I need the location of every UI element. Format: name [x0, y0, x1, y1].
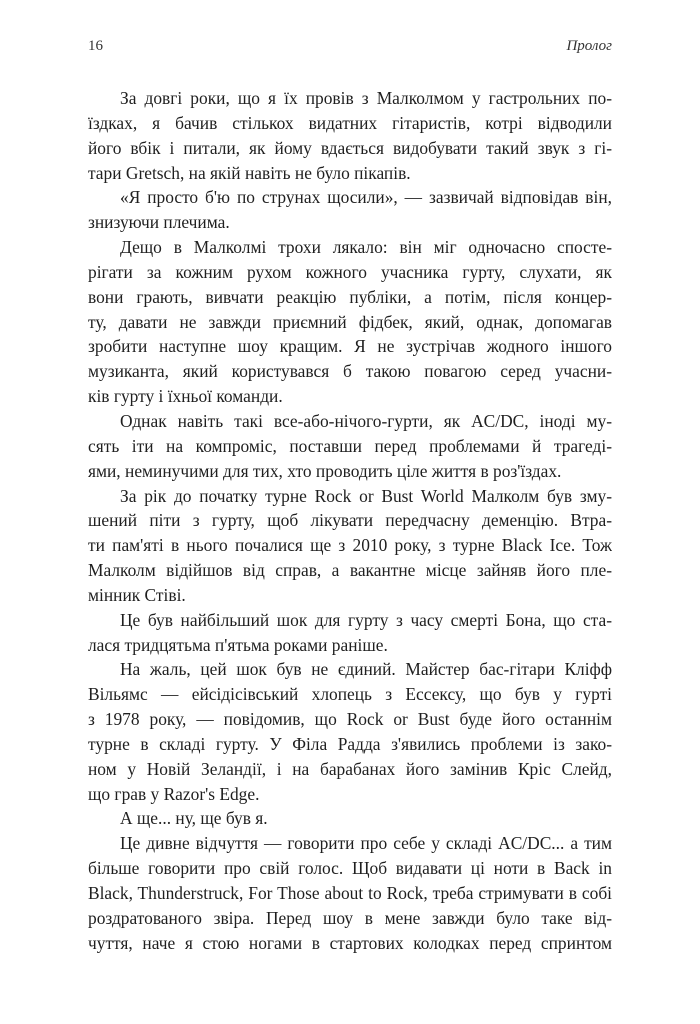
text-line: Вільямс — ейсідісівський хлопець з Ессексу, що був у гурті	[88, 684, 612, 705]
text-line: мінник Стіві.	[88, 584, 186, 605]
text-line: його вбік і питали, як йому вдається видобувати такий звук з гі-	[88, 137, 612, 158]
text-line: ти пам'яті в нього почалися ще з 2010 року, з турне Black Ice. Тож	[88, 535, 612, 556]
text-line: «Я просто б'ю по струнах щосили», — зазвичай відповідав він,	[120, 187, 612, 208]
text-line: чуття, наче я стою ногами в стартових колодках перед спринтом	[88, 932, 612, 953]
text-line: тари Gretsch, на якій навіть не було пікапів.	[88, 162, 411, 183]
text-line: За рік до початку турне Rock or Bust World Малколм був зму-	[120, 485, 612, 506]
text-line: ями, неминучими для тих, хто проводить ціле життя в роз'їздах.	[88, 460, 562, 481]
text-line: Це був найбільший шок для гурту з часу смерті Бона, що ста-	[120, 609, 612, 630]
text-line: зробити наступне шоу кращим. Я не зустрічав жодного іншого	[88, 336, 612, 357]
text-line: вони грають, вивчати реакцію публіки, а потім, після концер-	[88, 286, 612, 307]
text-line: А ще... ну, ще був я.	[120, 808, 268, 829]
text-line: Однак навіть такі все-або-нічого-гурти, як AC/DC, іноді му-	[120, 410, 612, 431]
text-line: Дещо в Малколмі трохи лякало: він міг одночасно спосте-	[120, 237, 612, 258]
text-line: ків гурту і їхньої команди.	[88, 386, 283, 407]
text-line: музиканта, який користувався б такою повагою серед учасни-	[88, 361, 612, 382]
section-title: Пролог	[566, 38, 612, 54]
text-line: За довгі роки, що я їх провів з Малколмом у гастрольних по-	[120, 88, 612, 108]
text-line: ном у Новій Зеландії, і на барабанах його замінив Кріс Слейд,	[88, 758, 612, 779]
page-number: 16	[88, 38, 103, 54]
text-line: Black, Thunderstruck, For Those about to Rock, треба стримувати в собі	[88, 883, 612, 903]
text-line: знизуючи плечима.	[88, 212, 230, 233]
text-line: що грав у Razor's Edge.	[88, 783, 260, 804]
book-page	[88, 38, 612, 956]
text-line: шений піти з гурту, щоб лікувати передчасну деменцію. Втра-	[88, 510, 612, 531]
text-line: лася тридцятьма п'ятьма роками раніше.	[88, 634, 388, 655]
text-line: роздратованого звіра. Перед шоу в мене завжди було таке від-	[88, 907, 612, 928]
text-line: з 1978 року, — повідомив, що Rock or Bust буде його останнім	[88, 709, 612, 730]
text-line: більше говорити про свій голос. Щоб видавати ці ноти в Back in	[88, 858, 612, 879]
text-line: сять іти на компроміс, поставши перед проблемами й трагеді-	[88, 435, 612, 456]
text-line: рігати за кожним рухом кожного учасника гурту, слухати, як	[88, 261, 612, 282]
text-line: турне в складі гурту. У Філа Радда з'явились проблеми із зако-	[88, 733, 612, 754]
text-line: На жаль, цей шок був не єдиний. Майстер бас-гітари Кліфф	[120, 659, 612, 680]
text-line: ту, давати не завжди приємний фідбек, який, однак, допомагав	[88, 311, 612, 332]
text-line: Малколм відійшов від справ, а вакантне місце зайняв його пле-	[88, 560, 612, 581]
body-text	[88, 86, 612, 956]
text-line: Це дивне відчуття — говорити про себе у складі AC/DC... а тим	[120, 833, 612, 854]
running-header	[88, 38, 612, 64]
text-line: їздках, я бачив стількох видатних гітаристів, котрі відводили	[88, 112, 612, 133]
